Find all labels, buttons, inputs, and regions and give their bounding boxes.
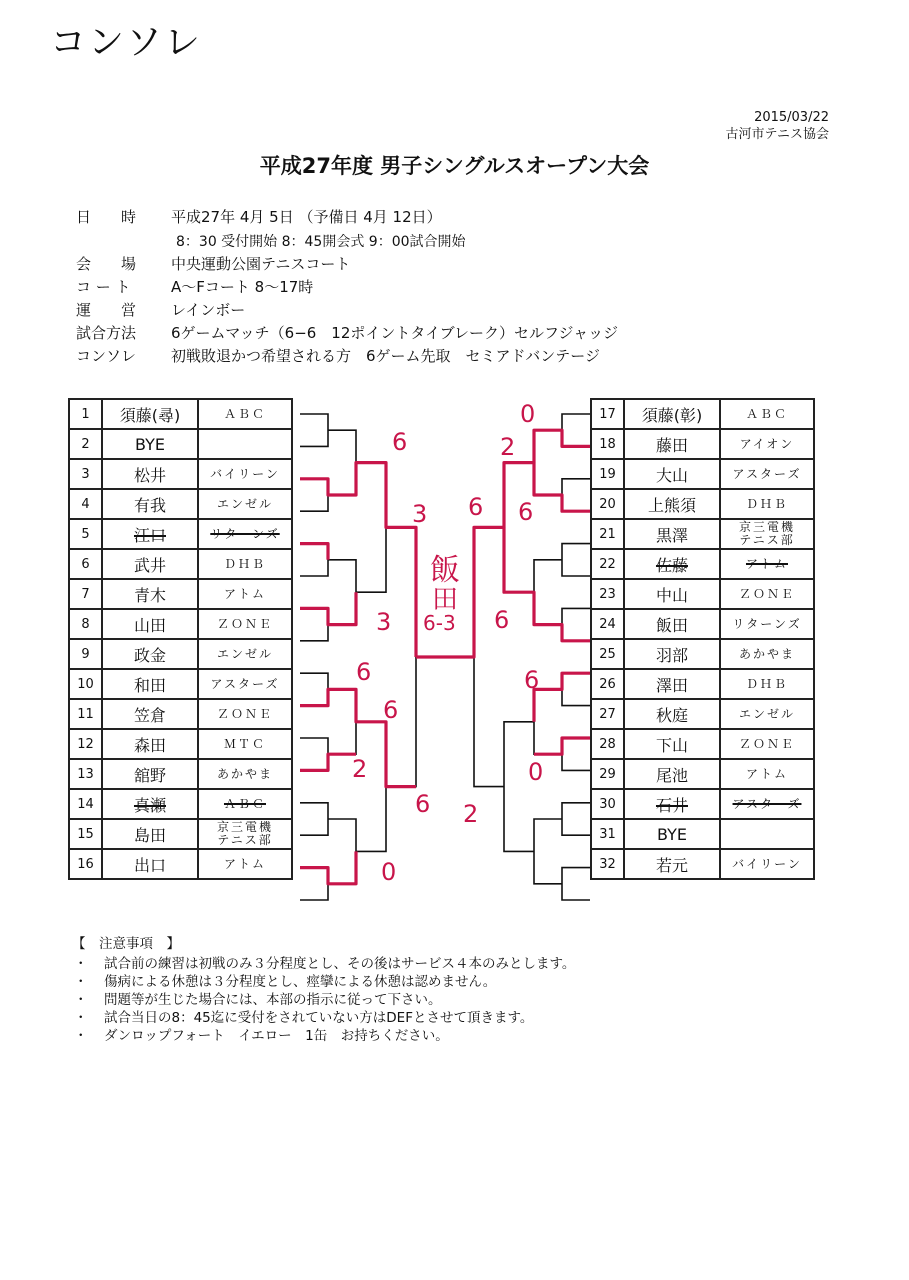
right-player-row bbox=[591, 519, 814, 549]
bracket-line-right-r1 bbox=[562, 738, 590, 770]
player-name: 松井 bbox=[102, 459, 198, 489]
seed-number: 28 bbox=[591, 729, 624, 759]
bracket-line-left-r1 bbox=[300, 803, 328, 835]
document-date: 2015/03/22 bbox=[754, 110, 829, 125]
player-name: 舘野 bbox=[102, 759, 198, 789]
winner-path-left-r1-12 bbox=[300, 754, 356, 770]
player-name: 石井 bbox=[624, 789, 720, 819]
page-title: 平成27年度 男子シングルスオープン大会 bbox=[259, 154, 650, 178]
bracket-line-right-r1 bbox=[562, 608, 590, 640]
left-player-row bbox=[69, 789, 292, 819]
note-item bbox=[72, 1027, 575, 1045]
player-name: 山田 bbox=[102, 609, 198, 639]
player-club: ＤＨＢ bbox=[198, 549, 292, 579]
seed-number: 4 bbox=[69, 489, 102, 519]
bracket-line-left-r2 bbox=[328, 819, 356, 884]
left-player-row bbox=[69, 699, 292, 729]
seed-number: 20 bbox=[591, 489, 624, 519]
player-club: ＡＢＣ bbox=[198, 789, 292, 819]
seed-number: 8 bbox=[69, 609, 102, 639]
player-name: 須藤(尋) bbox=[102, 399, 198, 429]
bracket-line-left-r1 bbox=[300, 608, 328, 640]
seed-number: 24 bbox=[591, 609, 624, 639]
player-club: あかやま bbox=[198, 759, 292, 789]
notes-list bbox=[72, 955, 575, 1045]
info-label: 運 営 bbox=[76, 301, 137, 319]
bullet-icon: ・ bbox=[74, 1028, 88, 1044]
score-right-qf2: 6 bbox=[494, 606, 510, 634]
winner-path-lines bbox=[300, 430, 590, 884]
winner-path-left-r1-15 bbox=[300, 851, 356, 883]
info-value: 8：30 受付開始 8：45開会式 9：00試合開始 bbox=[176, 234, 466, 250]
bracket-line-right-r2 bbox=[534, 430, 562, 495]
player-name: 秋庭 bbox=[624, 699, 720, 729]
left-player-table bbox=[68, 398, 293, 880]
seed-number: 19 bbox=[591, 459, 624, 489]
seed-number: 30 bbox=[591, 789, 624, 819]
info-label: コ ー ト bbox=[76, 278, 131, 296]
player-name: 上熊須 bbox=[624, 489, 720, 519]
seed-number: 26 bbox=[591, 669, 624, 699]
player-name: BYE bbox=[624, 819, 720, 849]
right-player-row bbox=[591, 819, 814, 849]
player-club: ＺＯＮＥ bbox=[198, 699, 292, 729]
bracket-line-left-r2 bbox=[328, 689, 356, 754]
score-left-sf1: 6 bbox=[392, 428, 408, 456]
scores bbox=[352, 400, 543, 886]
right-player-row bbox=[591, 399, 814, 429]
player-name: 笠倉 bbox=[102, 699, 198, 729]
left-player-row bbox=[69, 579, 292, 609]
notes-heading: 【 注意事項 】 bbox=[72, 936, 180, 952]
score-left-final: 6 bbox=[415, 790, 431, 818]
seed-number: 1 bbox=[69, 399, 102, 429]
seed-number: 22 bbox=[591, 549, 624, 579]
bullet-icon: ・ bbox=[74, 992, 88, 1008]
seed-number: 23 bbox=[591, 579, 624, 609]
seed-number: 15 bbox=[69, 819, 102, 849]
player-club: アスターズ bbox=[198, 669, 292, 699]
player-club: ＡＢＣ bbox=[198, 399, 292, 429]
info-label: 会 場 bbox=[76, 255, 137, 273]
score-right-r2-1920: 6 bbox=[518, 498, 534, 526]
seed-number: 12 bbox=[69, 729, 102, 759]
player-name: 羽部 bbox=[624, 639, 720, 669]
player-club: ＺＯＮＥ bbox=[198, 609, 292, 639]
seed-number: 3 bbox=[69, 459, 102, 489]
seed-number: 5 bbox=[69, 519, 102, 549]
bracket-line-right-r1 bbox=[562, 868, 590, 900]
player-club: バイリーン bbox=[198, 459, 292, 489]
bracket-line-right-r1 bbox=[562, 803, 590, 835]
seed-number: 27 bbox=[591, 699, 624, 729]
seed-number: 13 bbox=[69, 759, 102, 789]
player-club: 京三電機 テニス部 bbox=[720, 519, 814, 549]
player-name: 江口 bbox=[102, 519, 198, 549]
player-name: 青木 bbox=[102, 579, 198, 609]
info-value: A～Fコート 8～17時 bbox=[171, 278, 314, 296]
player-name: 中山 bbox=[624, 579, 720, 609]
player-name: 政金 bbox=[102, 639, 198, 669]
player-name: 和田 bbox=[102, 669, 198, 699]
champion-name-line2: 田 bbox=[432, 585, 459, 615]
note-item bbox=[72, 1009, 575, 1027]
player-name: 尾池 bbox=[624, 759, 720, 789]
player-club: ＺＯＮＥ bbox=[720, 579, 814, 609]
winner-path-right-r1-18 bbox=[534, 430, 590, 462]
bracket-line-left-r1 bbox=[300, 479, 328, 511]
bullet-icon: ・ bbox=[74, 1010, 88, 1026]
right-player-row bbox=[591, 609, 814, 639]
handwritten-consolation-label: コンソレ bbox=[50, 22, 203, 63]
bracket-line-right-r3 bbox=[504, 463, 534, 593]
bullet-icon: ・ bbox=[74, 956, 88, 972]
player-club: ＺＯＮＥ bbox=[720, 729, 814, 759]
player-name: 黒澤 bbox=[624, 519, 720, 549]
player-club: アスターズ bbox=[720, 459, 814, 489]
seed-number: 14 bbox=[69, 789, 102, 819]
player-club: ＤＨＢ bbox=[720, 489, 814, 519]
note-item bbox=[72, 991, 575, 1009]
info-value: 平成27年 4月 5日 （予備日 4月 12日） bbox=[171, 208, 442, 226]
player-club: ＭＴＣ bbox=[198, 729, 292, 759]
player-club: ＤＨＢ bbox=[720, 669, 814, 699]
bracket-line-left-r1 bbox=[300, 414, 328, 446]
player-club bbox=[198, 429, 292, 459]
left-player-row bbox=[69, 669, 292, 699]
note-text: 試合前の練習は初戦のみ３分程度とし、その後はサービス４本のみとします。 bbox=[104, 956, 576, 972]
player-club: エンゼル bbox=[198, 489, 292, 519]
seed-number: 17 bbox=[591, 399, 624, 429]
score-right-r1-1718: 0 bbox=[520, 400, 536, 428]
info-value: 6ゲームマッチ（6−6 12ポイントタイブレーク）セルフジャッジ bbox=[171, 324, 619, 342]
left-player-row bbox=[69, 489, 292, 519]
score-left-r2-910: 6 bbox=[356, 658, 372, 686]
winner-path-left-r1-7 bbox=[300, 592, 356, 624]
note-item bbox=[72, 973, 575, 991]
score-right-final: 2 bbox=[463, 800, 479, 828]
seed-number: 21 bbox=[591, 519, 624, 549]
seed-number: 6 bbox=[69, 549, 102, 579]
player-name: 島田 bbox=[102, 819, 198, 849]
player-name: 出口 bbox=[102, 849, 198, 879]
score-left-qf2: 3 bbox=[376, 608, 392, 636]
champion-score: 6-3 bbox=[423, 611, 456, 635]
bracket-line-right-r2 bbox=[534, 560, 562, 625]
left-player-row bbox=[69, 399, 292, 429]
left-player-row bbox=[69, 429, 292, 459]
info-value: 初戦敗退かつ希望される方 6ゲーム先取 セミアドバンテージ bbox=[171, 347, 600, 365]
seed-number: 10 bbox=[69, 669, 102, 699]
right-player-row bbox=[591, 489, 814, 519]
right-player-row bbox=[591, 549, 814, 579]
player-club: リターンズ bbox=[198, 519, 292, 549]
player-name: 武井 bbox=[102, 549, 198, 579]
note-text: 試合当日の8：45迄に受付をされていない方はDEFとさせて頂きます。 bbox=[104, 1010, 534, 1026]
right-player-row bbox=[591, 429, 814, 459]
bracket-line-left-r1 bbox=[300, 544, 328, 576]
player-name: 須藤(彰) bbox=[624, 399, 720, 429]
seed-number: 2 bbox=[69, 429, 102, 459]
seed-number: 18 bbox=[591, 429, 624, 459]
player-club: アトム bbox=[720, 759, 814, 789]
right-player-row bbox=[591, 849, 814, 879]
bracket-line-left-r1 bbox=[300, 738, 328, 770]
right-player-row bbox=[591, 459, 814, 489]
winner-path-left-r1-5 bbox=[300, 544, 328, 560]
score-right-sf1: 6 bbox=[468, 493, 484, 521]
info-label: 試合方法 bbox=[76, 324, 137, 342]
player-name: 佐藤 bbox=[624, 549, 720, 579]
note-text: ダンロップフォート イエロー 1缶 お持ちください。 bbox=[104, 1028, 449, 1044]
info-label: コンソレ bbox=[76, 347, 137, 365]
winner-path-left-top bbox=[300, 463, 416, 657]
bracket-line-left-r3 bbox=[356, 463, 386, 593]
player-name: 有我 bbox=[102, 489, 198, 519]
bracket-line-left-r1 bbox=[300, 868, 328, 900]
player-club bbox=[720, 819, 814, 849]
score-right-r2-2526: 6 bbox=[524, 666, 540, 694]
player-name: 森田 bbox=[102, 729, 198, 759]
organizer: 古河市テニス協会 bbox=[725, 127, 829, 142]
bracket-line-right-r2 bbox=[534, 819, 562, 884]
score-right-r2-2728: 0 bbox=[528, 758, 544, 786]
info-value: レインボー bbox=[171, 301, 246, 319]
player-name: 真瀬 bbox=[102, 789, 198, 819]
bracket-line-left-r1 bbox=[300, 673, 328, 705]
left-player-row bbox=[69, 459, 292, 489]
seed-number: 16 bbox=[69, 849, 102, 879]
left-player-row bbox=[69, 849, 292, 879]
seed-number: 32 bbox=[591, 849, 624, 879]
bracket-line-right-r2 bbox=[534, 689, 562, 754]
right-player-row bbox=[591, 669, 814, 699]
left-player-row bbox=[69, 639, 292, 669]
info-value: 中央運動公園テニスコート bbox=[171, 255, 351, 273]
player-name: 澤田 bbox=[624, 669, 720, 699]
score-left-r2-1516: 0 bbox=[381, 858, 397, 886]
left-player-row bbox=[69, 549, 292, 579]
note-item bbox=[72, 955, 575, 973]
seed-number: 29 bbox=[591, 759, 624, 789]
bracket-line-right-r1 bbox=[562, 414, 590, 446]
bracket-line-right-r1 bbox=[562, 479, 590, 511]
right-player-row bbox=[591, 579, 814, 609]
player-club: 京三電機 テニス部 bbox=[198, 819, 292, 849]
winner-path-right-r1-20 bbox=[504, 463, 590, 528]
player-club: エンゼル bbox=[198, 639, 292, 669]
right-player-table bbox=[590, 398, 815, 880]
right-player-row bbox=[591, 759, 814, 789]
left-player-row bbox=[69, 609, 292, 639]
player-name: 若元 bbox=[624, 849, 720, 879]
player-name: 大山 bbox=[624, 459, 720, 489]
note-text: 問題等が生じた場合には、本部の指示に従って下さい。 bbox=[104, 992, 442, 1008]
player-club: アイオン bbox=[720, 429, 814, 459]
score-right-r2-1718: 2 bbox=[500, 433, 516, 461]
bracket-line-right-r1 bbox=[562, 544, 590, 576]
bracket-line-right-r1 bbox=[562, 673, 590, 705]
notes-section bbox=[72, 935, 575, 1045]
player-club: ＡＢＣ bbox=[720, 399, 814, 429]
player-name: BYE bbox=[102, 429, 198, 459]
player-club: アトム bbox=[720, 549, 814, 579]
score-left-r2-1112: 2 bbox=[352, 755, 368, 783]
seed-number: 7 bbox=[69, 579, 102, 609]
player-club: アスターズ bbox=[720, 789, 814, 819]
bracket-line-left-r3 bbox=[356, 722, 386, 852]
note-text: 傷病による休憩は３分程度とし、痙攣による休憩は認めません。 bbox=[104, 974, 497, 990]
left-player-row bbox=[69, 519, 292, 549]
bullet-icon: ・ bbox=[74, 974, 88, 990]
score-left-sf2: 6 bbox=[383, 696, 399, 724]
score-left-qf1: 3 bbox=[412, 500, 428, 528]
player-club: アトム bbox=[198, 849, 292, 879]
bracket-line-left-r2 bbox=[328, 560, 356, 625]
player-name: 飯田 bbox=[624, 609, 720, 639]
seed-number: 25 bbox=[591, 639, 624, 669]
player-name: 藤田 bbox=[624, 429, 720, 459]
right-player-row bbox=[591, 639, 814, 669]
player-name: 下山 bbox=[624, 729, 720, 759]
player-club: バイリーン bbox=[720, 849, 814, 879]
left-player-row bbox=[69, 729, 292, 759]
player-club: リターンズ bbox=[720, 609, 814, 639]
winner-path-right-r1-27 bbox=[534, 738, 590, 754]
bracket-line-right-r3 bbox=[504, 722, 534, 852]
player-club: アトム bbox=[198, 579, 292, 609]
right-player-row bbox=[591, 789, 814, 819]
bracket-line-left-r2 bbox=[328, 430, 356, 495]
seed-number: 11 bbox=[69, 699, 102, 729]
left-player-row bbox=[69, 819, 292, 849]
player-club: エンゼル bbox=[720, 699, 814, 729]
seed-number: 9 bbox=[69, 639, 102, 669]
right-player-row bbox=[591, 699, 814, 729]
info-label: 日 時 bbox=[76, 208, 137, 226]
left-player-row bbox=[69, 759, 292, 789]
seed-number: 31 bbox=[591, 819, 624, 849]
champion-name-line1: 飯 bbox=[430, 553, 460, 588]
player-club: あかやま bbox=[720, 639, 814, 669]
right-player-row bbox=[591, 729, 814, 759]
